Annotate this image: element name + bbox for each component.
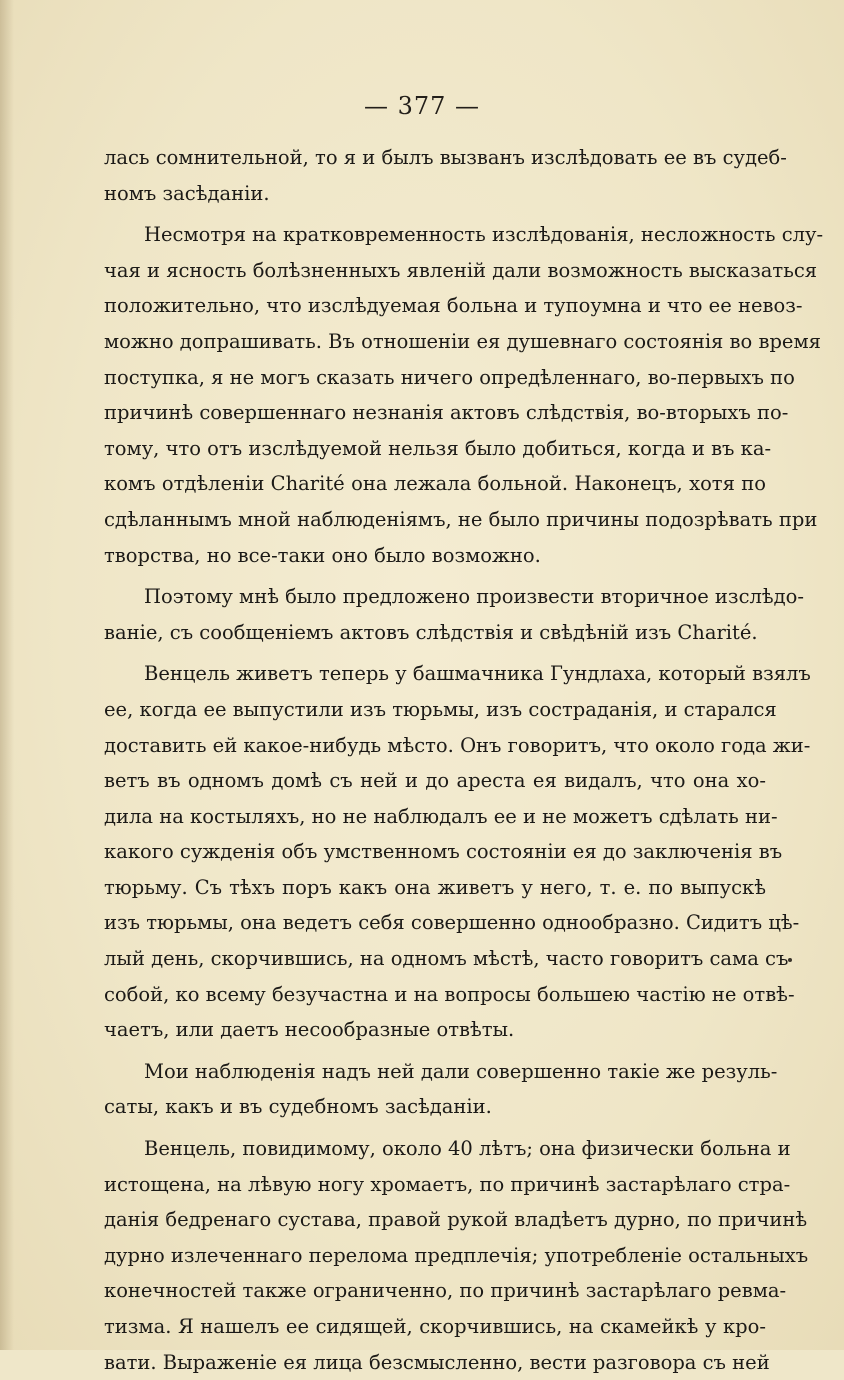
paragraph [104,217,824,573]
text-line: Несмотря на кратковременность изслѣдованія, несложность слу- [144,223,824,247]
page-fold-shadow [0,0,14,1350]
text-line: конечностей также ограниченно, по причинѣ застарѣлаго ревма- [104,1279,787,1303]
text-line: истощена, на лѣвую ногу хромаетъ, по причинѣ застарѣлаго стра- [104,1172,791,1196]
text-line: данія бедренаго сустава, правой рукой владѣетъ дурно, по причинѣ [104,1208,808,1232]
paragraph [104,140,787,211]
text-line: ветъ въ одномъ домѣ съ ней и до ареста ея видалъ, что она хо- [104,769,766,793]
text-line: тюрьму. Съ тѣхъ поръ какъ она живетъ у него, т. е. по выпускѣ [104,875,766,899]
text-line: саты, какъ и въ судебномъ засѣданіи. [104,1095,492,1119]
text-line: ее, когда ее выпустили изъ тюрьмы, изъ состраданія, и старался [104,697,777,721]
text-line: лась сомнительной, то я и былъ вызванъ изслѣдовать ее въ судеб- [104,146,787,169]
text-line: тому, что отъ изслѣдуемой нельзя было добиться, когда и въ ка- [104,436,772,460]
text-line: дила на костыляхъ, но не наблюдалъ ее и не можетъ сдѣлать ни- [104,804,778,828]
text-line: можно допрашивать. Въ отношеніи ея душевнаго состоянія во время [104,329,821,353]
text-line: комъ отдѣленіи Charité она лежала больной. Наконецъ, хотя по [104,472,766,496]
text-line: вати. Выраженіе ея лица безсмысленно, вести разговора съ ней [104,1350,770,1374]
text-line: Венцель, повидимому, около 40 лѣтъ; она физически больна и [144,1137,791,1161]
page-number: — 377 — [363,92,481,120]
text-line: изъ тюрьмы, она ведетъ себя совершенно однообразно. Сидитъ цѣ- [104,911,800,935]
text-line: дурно излеченнаго перелома предплечія; употребленіе остальныхъ [104,1243,809,1267]
paragraph [104,1131,809,1380]
text-line: доставить ей какое-нибудь мѣсто. Онъ говоритъ, что около года жи- [104,733,811,757]
paragraph [104,1054,778,1125]
text-line: положительно, что изслѣдуемая больна и тупоумна и что ее невоз- [104,294,803,318]
text-line: сдѣланнымъ мной наблюденіямъ, не было причины подозрѣвать при [104,507,818,531]
text-line: тизма. Я нашелъ ее сидящей, скорчившись, на скамейкѣ у кро- [104,1315,766,1338]
text-line: чая и ясность болѣзненныхъ явленій дали возможность высказаться [104,258,818,282]
text-line: номъ засѣданіи. [104,181,270,205]
paragraph [104,656,811,1048]
paragraph [104,579,804,650]
text-line: поступка, я не могъ сказать ничего опредѣленнаго, во-первыхъ по [104,365,795,389]
body-text [104,140,824,1380]
text-line: собой, ко всему безучастна и на вопросы большею частію не отвѣ- [104,982,795,1006]
text-line: причинѣ совершеннаго незнанія актовъ слѣдствія, во-вторыхъ по- [104,401,789,425]
text-line: лый день, скорчившись, на одномъ мѣстѣ, часто говоритъ сама съ [104,947,789,971]
text-line: какого сужденія объ умственномъ состояніи ея до заключенія въ [104,840,783,864]
text-line: творства, но все-таки оно было возможно. [104,543,541,567]
ink-speck [788,958,792,962]
text-line: чаетъ, или даетъ несообразные отвѣты. [104,1018,515,1042]
text-line: Мои наблюденія надъ ней дали совершенно такіе же резуль- [144,1059,778,1083]
text-line: Венцель живетъ теперь у башмачника Гундлаха, который взялъ [144,662,811,686]
text-line: ваніе, съ сообщеніемъ актовъ слѣдствія и свѣдѣній изъ Charité. [104,620,758,644]
text-line: Поэтому мнѣ было предложено произвести вторичное изслѣдо- [144,585,804,609]
